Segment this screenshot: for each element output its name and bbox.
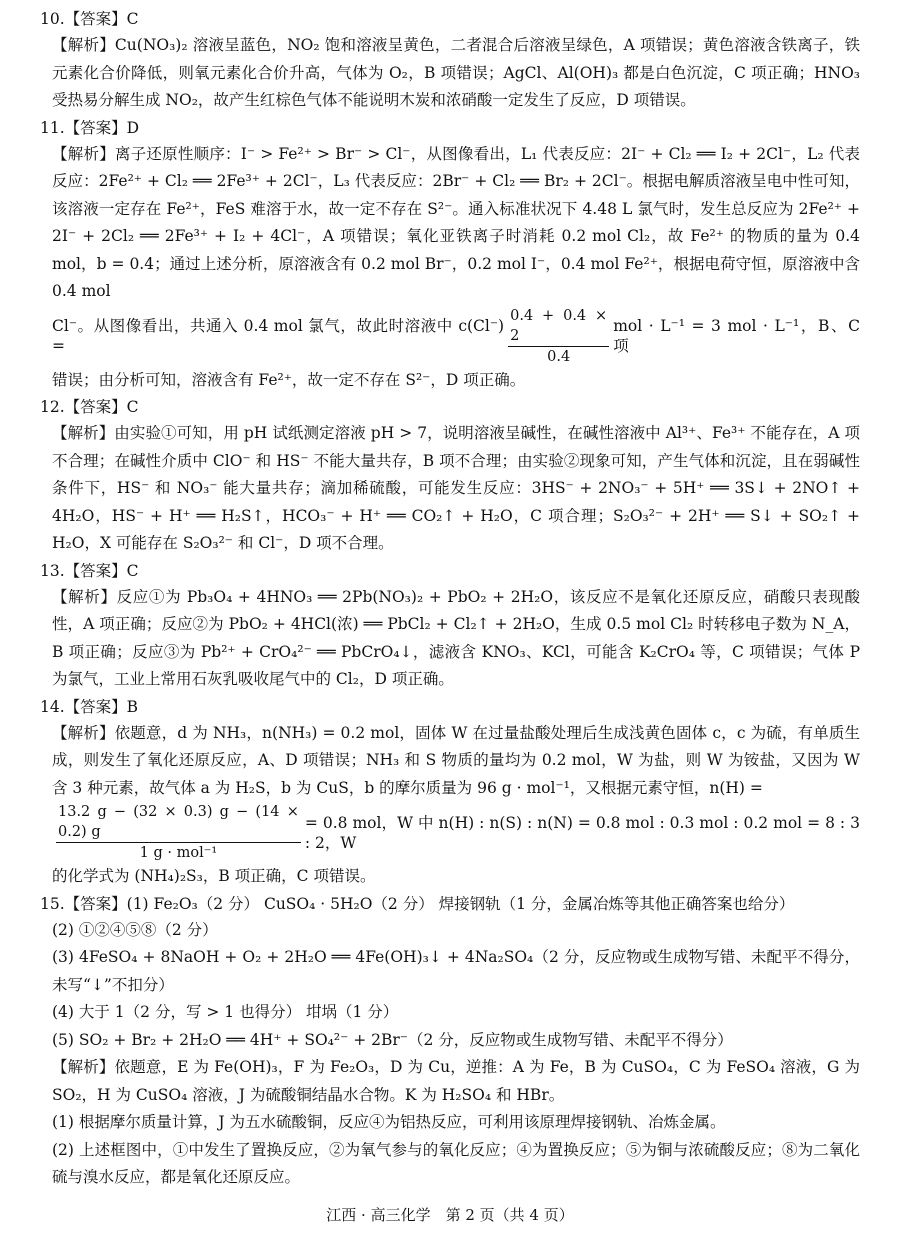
question-10 [40, 6, 860, 115]
answer-heading: 14.【答案】B [40, 697, 139, 716]
answer-heading: 13.【答案】C [40, 561, 139, 580]
fraction-numerator: 0.4 + 0.4 × 2 [508, 306, 609, 347]
fraction-denominator: 0.4 [547, 348, 571, 365]
fraction-line [40, 306, 860, 367]
fraction-denominator: 1 g · mol⁻¹ [139, 845, 218, 861]
answer-part-5: (5) SO₂ + Br₂ + 2H₂O ══ 4H⁺ + SO₄²⁻ + 2Br⁻（2 分，反应物或生成物写错、未配平不得分） [52, 1030, 733, 1049]
analysis-part-1: (1) 根据摩尔质量计算，J 为五水硫酸铜，反应④为铝热反应，可利用该原理焊接钢轨、冶炼金属。 [52, 1113, 726, 1131]
fraction-prefix: Cl⁻。从图像看出，共通入 0.4 mol 氯气，故此时溶液中 c(Cl⁻) = [52, 317, 505, 355]
analysis-text: 【解析】离子还原性顺序：I⁻ > Fe²⁺ > Br⁻ > Cl⁻，从图像看出，L₁ 代表反应：2I⁻ + Cl₂ ══ I₂ + 2Cl⁻，L₂ 代表反应：2Fe²⁺ + Cl₂ ══ 2Fe³⁺ + 2Cl⁻，L₃ 代表反应：2Br⁻ + Cl₂ ══ Br₂ + 2Cl⁻。根据电解质溶液呈电中性可知，该溶液一定存在 Fe²⁺，FeS 难溶于水，故一定不存在 S²⁻。通入标准状况下 4.48 L 氯气时，发生总反应为 2Fe²⁺ + 2I⁻ + 2Cl₂ ══ 2Fe³⁺ + I₂ + 4Cl⁻，A 项错误；氧化亚铁离子时消耗 0.2 mol Cl₂，故 Fe²⁺ 的物质的量为 0.4 mol，b = 0.4；通过上述分析，原溶液含有 0.2 mol Br⁻，0.2 mol I⁻，0.4 mol Fe²⁺，根据电荷守恒，原溶液中含 0.4 mol [52, 144, 860, 300]
question-14 [40, 694, 860, 891]
analysis-text-tail: 的化学式为 (NH₄)₂S₃，B 项正确，C 项错误。 [52, 867, 376, 885]
fraction-suffix: mol · L⁻¹ = 3 mol · L⁻¹，B、C 项 [613, 317, 860, 355]
fraction [56, 802, 301, 863]
analysis-text: 【解析】依题意，E 为 Fe(OH)₃，F 为 Fe₂O₃，D 为 Cu，逆推：A 为 Fe，B 为 CuSO₄，C 为 FeSO₄ 溶液，G 为 SO₂，H 为 CuSO₄ 溶液，J 为硫酸铜结晶水合物。K 为 H₂SO₄ 和 HBr。 [52, 1058, 860, 1104]
analysis-part-2: (2) 上述框图中，①中发生了置换反应，②为氧气参与的氧化反应；④为置换反应；⑤为铜与浓硫酸反应；⑧为二氧化硫与溴水反应，都是氧化还原反应。 [52, 1140, 860, 1186]
page-footer: 江西 · 高三化学 第 2 页（共 4 页） [326, 1206, 574, 1224]
fraction-line [40, 802, 860, 863]
analysis-text: 【解析】反应①为 Pb₃O₄ + 4HNO₃ ══ 2Pb(NO₃)₂ + PbO₂ + 2H₂O，该反应不是氧化还原反应，硝酸只表现酸性，A 项正确；反应②为 PbO₂ + 4HCl(浓) ══ PbCl₂ + Cl₂↑ + 2H₂O，生成 0.5 mol Cl₂ 时转移电子数为 N_A，B 项正确；反应③为 Pb²⁺ + CrO₄²⁻ ══ PbCrO₄↓，滤液含 KNO₃、KCl，可能含 K₂CrO₄ 等，C 项错误；气体 P 为氯气，工业上常用石灰乳吸收尾气中的 Cl₂，D 项正确。 [52, 587, 860, 688]
question-12 [40, 394, 860, 558]
answer-part-3: (3) 4FeSO₄ + 8NaOH + O₂ + 2H₂O ══ 4Fe(OH)₃↓ + 4Na₂SO₄（2 分，反应物或生成物写错、未配平不得分，未写“↓”不扣分） [52, 948, 860, 994]
analysis-text: 【解析】依题意，d 为 NH₃，n(NH₃) = 0.2 mol，固体 W 在过量盐酸处理后生成浅黄色固体 c，c 为硫，有单质生成，则发生了氧化还原反应，A、D 项错误；NH₃ 和 S 物质的量均为 0.2 mol，W 为盐，则 W 为铵盐，又因为 W 含 3 种元素，故气体 a 为 H₂S，b 为 CuS，b 的摩尔质量为 96 g · mol⁻¹，又根据元素守恒，n(H) = [52, 723, 860, 797]
answer-heading: 12.【答案】C [40, 398, 139, 416]
fraction-suffix: = 0.8 mol，W 中 n(H) : n(S) : n(N) = 0.8 mol : 0.3 mol : 0.2 mol = 8 : 3 : 2，W [304, 813, 860, 852]
question-11 [40, 115, 860, 395]
question-13 [40, 558, 860, 694]
fraction-numerator: 13.2 g − (32 × 0.3) g − (14 × 0.2) g [56, 802, 301, 843]
analysis-text: 【解析】Cu(NO₃)₂ 溶液呈蓝色，NO₂ 饱和溶液呈黄色，二者混合后溶液呈绿色，A 项错误；黄色溶液含铁离子，铁元素化合价降低，则氧元素化合价升高，气体为 O₂，B 项错误；AgCl、Al(OH)₃ 都是白色沉淀，C 项正确；HNO₃ 受热易分解生成 NO₂，故产生红棕色气体不能说明木炭和浓硝酸一定发生了反应，D 项错误。 [52, 36, 860, 109]
fraction [508, 306, 609, 367]
answer-part-4: (4) 大于 1（2 分，写 > 1 也得分） 坩埚（1 分） [52, 1003, 399, 1021]
answer-heading: 11.【答案】D [40, 118, 140, 137]
answer-heading: 10.【答案】C [40, 10, 139, 28]
analysis-text: 【解析】由实验①可知，用 pH 试纸测定溶液 pH > 7，说明溶液呈碱性，在碱性溶液中 Al³⁺、Fe³⁺ 不能存在，A 项不合理；在碱性介质中 ClO⁻ 和 HS⁻ 不能大量共存，B 项不合理；由实验②现象可知，产生气体和沉淀，且在弱碱性条件下，HS⁻ 和 NO₃⁻ 能大量共存；滴加稀硫酸，可能发生反应：3HS⁻ + 2NO₃⁻ + 5H⁺ ══ 3S↓ + 2NO↑ + 4H₂O，HS⁻ + H⁺ ══ H₂S↑，HCO₃⁻ + H⁺ ══ CO₂↑ + H₂O，C 项合理；S₂O₃²⁻ + 2H⁺ ══ S↓ + SO₂↑ + H₂O，X 可能存在 S₂O₃²⁻ 和 Cl⁻，D 项不合理。 [52, 424, 860, 552]
analysis-text-tail: 错误；由分析可知，溶液含有 Fe²⁺，故一定不存在 S²⁻，D 项正确。 [52, 370, 526, 389]
answer-heading: 15.【答案】(1) Fe₂O₃（2 分） CuSO₄ · 5H₂O（2 分） 焊接钢轨（1 分，金属冶炼等其他正确答案也给分） [40, 894, 795, 913]
answer-part-2: (2) ①②④⑤⑧（2 分） [52, 920, 218, 939]
question-15 [40, 891, 860, 1192]
